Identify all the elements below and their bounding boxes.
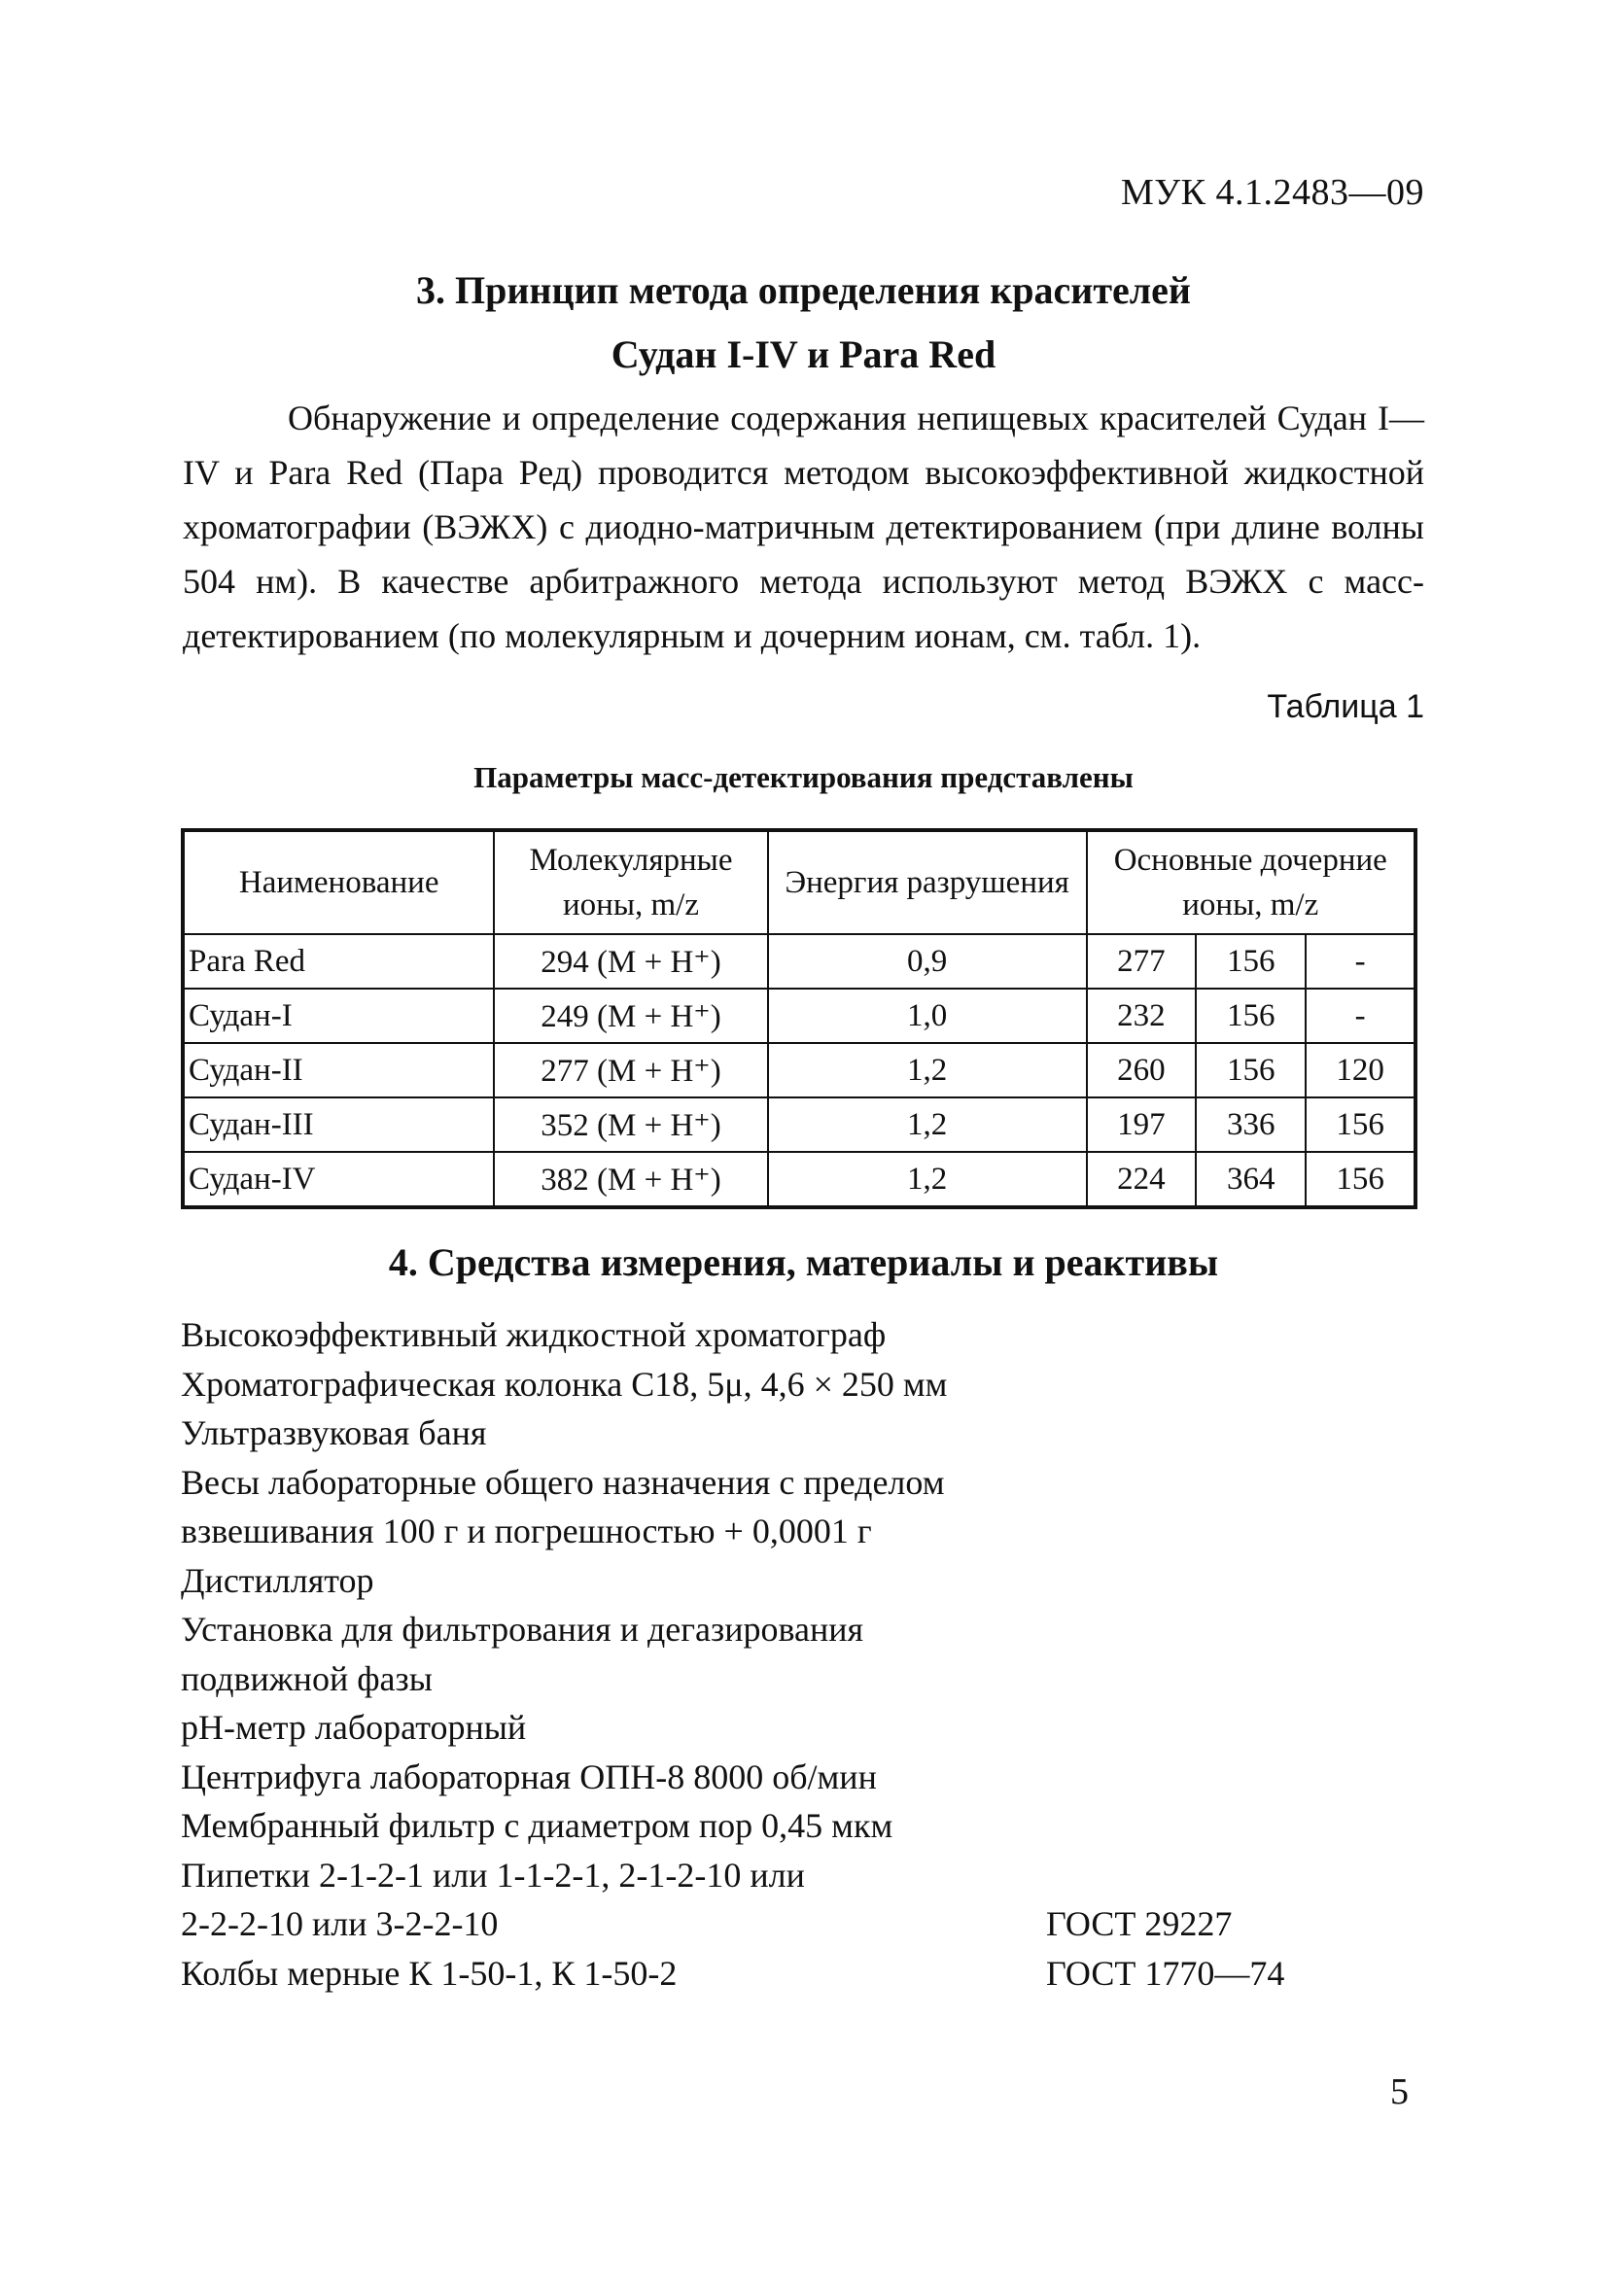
cell-daughter-ion-3: 156 (1306, 1152, 1415, 1207)
header-name: Наименование (183, 830, 494, 934)
table-caption: Параметры масс-детектирования представлены (473, 760, 1134, 794)
list-item-text: Ультразвуковая баня (181, 1413, 487, 1452)
section-3-title-line-1: 3. Принцип метода определения красителей (416, 268, 1191, 312)
list-item-text: 2-2-2-10 или 3-2-2-10 (181, 1904, 499, 1943)
list-item (181, 1310, 1425, 1360)
list-item-text: Дистиллятор (181, 1560, 374, 1600)
list-item (181, 1949, 1425, 1999)
list-item-text: Установка для фильтрования и дегазирования (181, 1610, 864, 1649)
cell-molecular-ion: 382 (M + H⁺) (494, 1152, 767, 1207)
list-item (181, 1507, 1425, 1556)
cell-daughter-ion-3: - (1306, 989, 1415, 1043)
cell-daughter-ion-1: 232 (1087, 989, 1197, 1043)
document-code: МУК 4.1.2483—09 (1120, 172, 1424, 213)
cell-molecular-ion: 277 (M + H⁺) (494, 1043, 767, 1097)
mass-detection-parameters-table (181, 828, 1417, 1209)
list-item (181, 1801, 1425, 1851)
cell-daughter-ion-1: 197 (1087, 1097, 1197, 1152)
list-item-text: Пипетки 2-1-2-1 или 1-1-2-1, 2-1-2-10 или (181, 1855, 805, 1895)
cell-daughter-ion-1: 260 (1087, 1043, 1197, 1097)
cell-molecular-ion: 352 (M + H⁺) (494, 1097, 767, 1152)
list-item (181, 1409, 1425, 1458)
section-3-title (183, 259, 1424, 387)
list-item-text: Хроматографическая колонка С18, 5μ, 4,6 × 250 мм (181, 1364, 948, 1404)
cell-daughter-ion-1: 224 (1087, 1152, 1197, 1207)
list-item-text: Мембранный фильтр с диаметром пор 0,45 мкм (181, 1806, 893, 1845)
cell-daughter-ion-2: 156 (1196, 989, 1306, 1043)
cell-daughter-ion-2: 364 (1196, 1152, 1306, 1207)
list-item-text: взвешивания 100 г и погрешностью + 0,0001 г (181, 1512, 872, 1550)
cell-energy: 1,2 (768, 1097, 1087, 1152)
list-item (181, 1654, 1425, 1704)
cell-energy: 1,2 (768, 1043, 1087, 1097)
table-row (183, 934, 1415, 989)
cell-molecular-ion: 294 (M + H⁺) (494, 934, 767, 989)
page-number: 5 (1390, 2071, 1409, 2112)
header-molecular-ions: Молекулярные ионы, m/z (494, 830, 767, 934)
list-item (181, 1556, 1425, 1606)
cell-daughter-ion-3: 156 (1306, 1097, 1415, 1152)
cell-daughter-ion-2: 336 (1196, 1097, 1306, 1152)
cell-energy: 0,9 (768, 934, 1087, 989)
list-item (181, 1703, 1425, 1753)
table-row (183, 989, 1415, 1043)
cell-name: Para Red (183, 934, 494, 989)
list-item-standard: ГОСТ 1770—74 (1046, 1953, 1285, 1993)
table-label: Таблица 1 (1267, 688, 1424, 725)
cell-daughter-ion-1: 277 (1087, 934, 1197, 989)
cell-name: Судан-IV (183, 1152, 494, 1207)
list-item-text: Центрифуга лабораторная ОПН-8 8000 об/мин (181, 1757, 877, 1796)
cell-name: Судан-III (183, 1097, 494, 1152)
table-row (183, 1152, 1415, 1207)
equipment-list (181, 1310, 1425, 1998)
section-3-title-line-2: Судан I-IV и Para Red (611, 332, 996, 376)
list-item-text: Колбы мерные К 1-50-1, К 1-50-2 (181, 1953, 678, 1993)
cell-daughter-ion-3: - (1306, 934, 1415, 989)
cell-energy: 1,0 (768, 989, 1087, 1043)
list-item (181, 1753, 1425, 1802)
list-item-text: Высокоэффективный жидкостной хроматограф (181, 1315, 887, 1354)
list-item-text: подвижной фазы (181, 1658, 433, 1698)
table-row (183, 1043, 1415, 1097)
cell-name: Судан-I (183, 989, 494, 1043)
cell-energy: 1,2 (768, 1152, 1087, 1207)
list-item-text: pH-метр лабораторный (181, 1708, 527, 1747)
header-energy: Энергия разрушения (768, 830, 1087, 934)
cell-daughter-ion-2: 156 (1196, 1043, 1306, 1097)
list-item-standard: ГОСТ 29227 (1046, 1904, 1233, 1943)
table-header-row (183, 830, 1415, 934)
list-item (181, 1899, 1425, 1949)
list-item (181, 1458, 1425, 1508)
table-row (183, 1097, 1415, 1152)
header-daughter-ions: Основные дочерние ионы, m/z (1087, 830, 1415, 934)
list-item (181, 1851, 1425, 1900)
cell-daughter-ion-3: 120 (1306, 1043, 1415, 1097)
list-item-text: Весы лабораторные общего назначения с пределом (181, 1462, 945, 1502)
section-3-paragraph: Обнаружение и определение содержания непищевых красителей Судан I—IV и Para Red (Пара Ред) проводится методом высокоэффективной жидкостной хроматографии (ВЭЖХ) с диодно-матричным детектированием (при длине волны 504 нм). В качестве арбитражного метода используют метод ВЭЖХ с масс-детектированием (по молекулярным и дочерним ионам, см. табл. 1). (183, 399, 1424, 655)
list-item (181, 1605, 1425, 1654)
list-item (181, 1360, 1425, 1409)
cell-molecular-ion: 249 (M + H⁺) (494, 989, 767, 1043)
cell-daughter-ion-2: 156 (1196, 934, 1306, 989)
section-4-title: 4. Средства измерения, материалы и реактивы (388, 1240, 1219, 1284)
cell-name: Судан-II (183, 1043, 494, 1097)
